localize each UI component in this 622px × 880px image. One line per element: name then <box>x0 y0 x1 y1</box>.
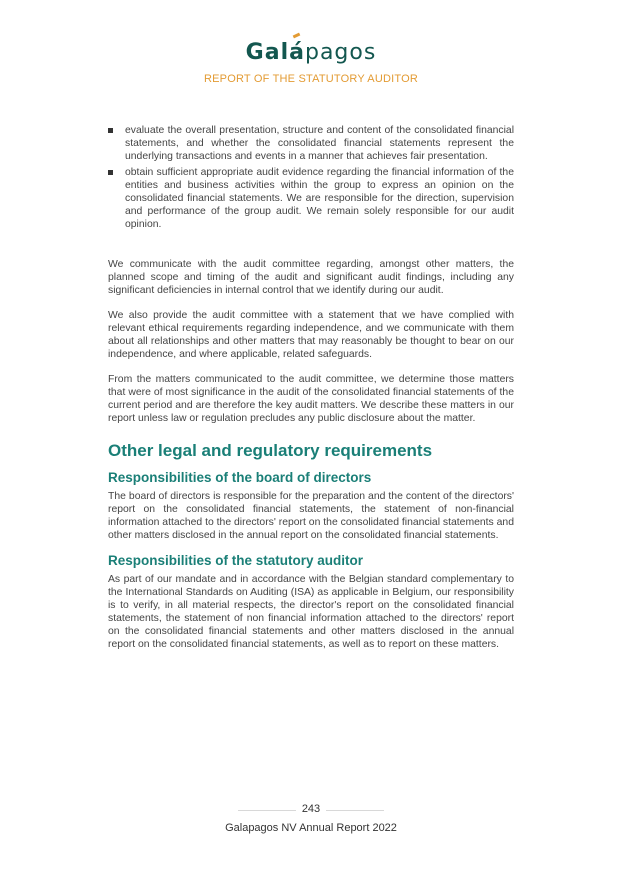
logo-text-accent: á <box>289 40 305 65</box>
list-item <box>108 166 514 231</box>
bullet-text: obtain sufficient appropriate audit evidence regarding the financial information of the entities and business activities within the group to express an opinion on the consolidated financial statements. We are responsible for the direction, supervision and performance of the group audit. We remain solely responsible for our audit opinion. <box>125 167 514 230</box>
page-subtitle: REPORT OF THE STATUTORY AUDITOR <box>203 73 419 85</box>
bullet-square-icon <box>108 170 113 175</box>
bullet-list <box>108 124 514 231</box>
page-number: 243 <box>301 803 321 815</box>
footer-title: Galapagos NV Annual Report 2022 <box>225 822 397 834</box>
list-item <box>108 124 514 163</box>
logo-text-bold: Gal <box>245 40 290 65</box>
auditor-responsibilities-heading: Responsibilities of the statutory auditor <box>108 553 364 568</box>
auditor-responsibilities-text: As part of our mandate and in accordance with the Belgian standard complementary to the International Standards on Auditing (ISA) as applicable in Belgium, our responsibility is to verify, in all material respects, the director's report on the consolidated financial statements, the statement of non financial information attached to the directors' report on the consolidated financial statements and other matters disclosed in the annual report on the consolidated financial statements, as well as to report on these matters. <box>108 574 514 650</box>
bullet-text: evaluate the overall presentation, structure and content of the consolidated financial statements, and whether the consolidated financial statements represent the underlying transactions and events in a manner that achieves fair presentation. <box>125 125 514 162</box>
board-responsibilities-heading: Responsibilities of the board of directors <box>108 470 372 485</box>
logo-text-light: pagos <box>304 40 377 65</box>
section-title: Other legal and regulatory requirements <box>108 441 433 460</box>
paragraph: From the matters communicated to the audit committee, we determine those matters that were of most significance in the audit of the consolidated financial statements of the current period and are therefore the key audit matters. We describe these matters in our report unless law or regulation precludes any public disclosure about the matter. <box>108 374 514 424</box>
galapagos-logo <box>0 40 622 65</box>
paragraph: We communicate with the audit committee regarding, amongst other matters, the planned scope and timing of the audit and significant audit findings, including any significant deficiencies in internal control that we identify during our audit. <box>108 259 514 296</box>
paragraph: We also provide the audit committee with a statement that we have complied with relevant ethical requirements regarding independence, and we communicate with them about all relationships and other matters that may reasonably be thought to bear on our independence, and where applicable, related safeguards. <box>108 310 514 360</box>
page-content <box>108 124 514 651</box>
board-responsibilities-text: The board of directors is responsible for the preparation and the content of the directors' report on the consolidated financial statements, the statement of non-financial information attached to the directors' report on the consolidated financial statements and other matters disclosed in the annual report on the consolidated financial statements. <box>108 491 514 541</box>
bullet-square-icon <box>108 128 113 133</box>
